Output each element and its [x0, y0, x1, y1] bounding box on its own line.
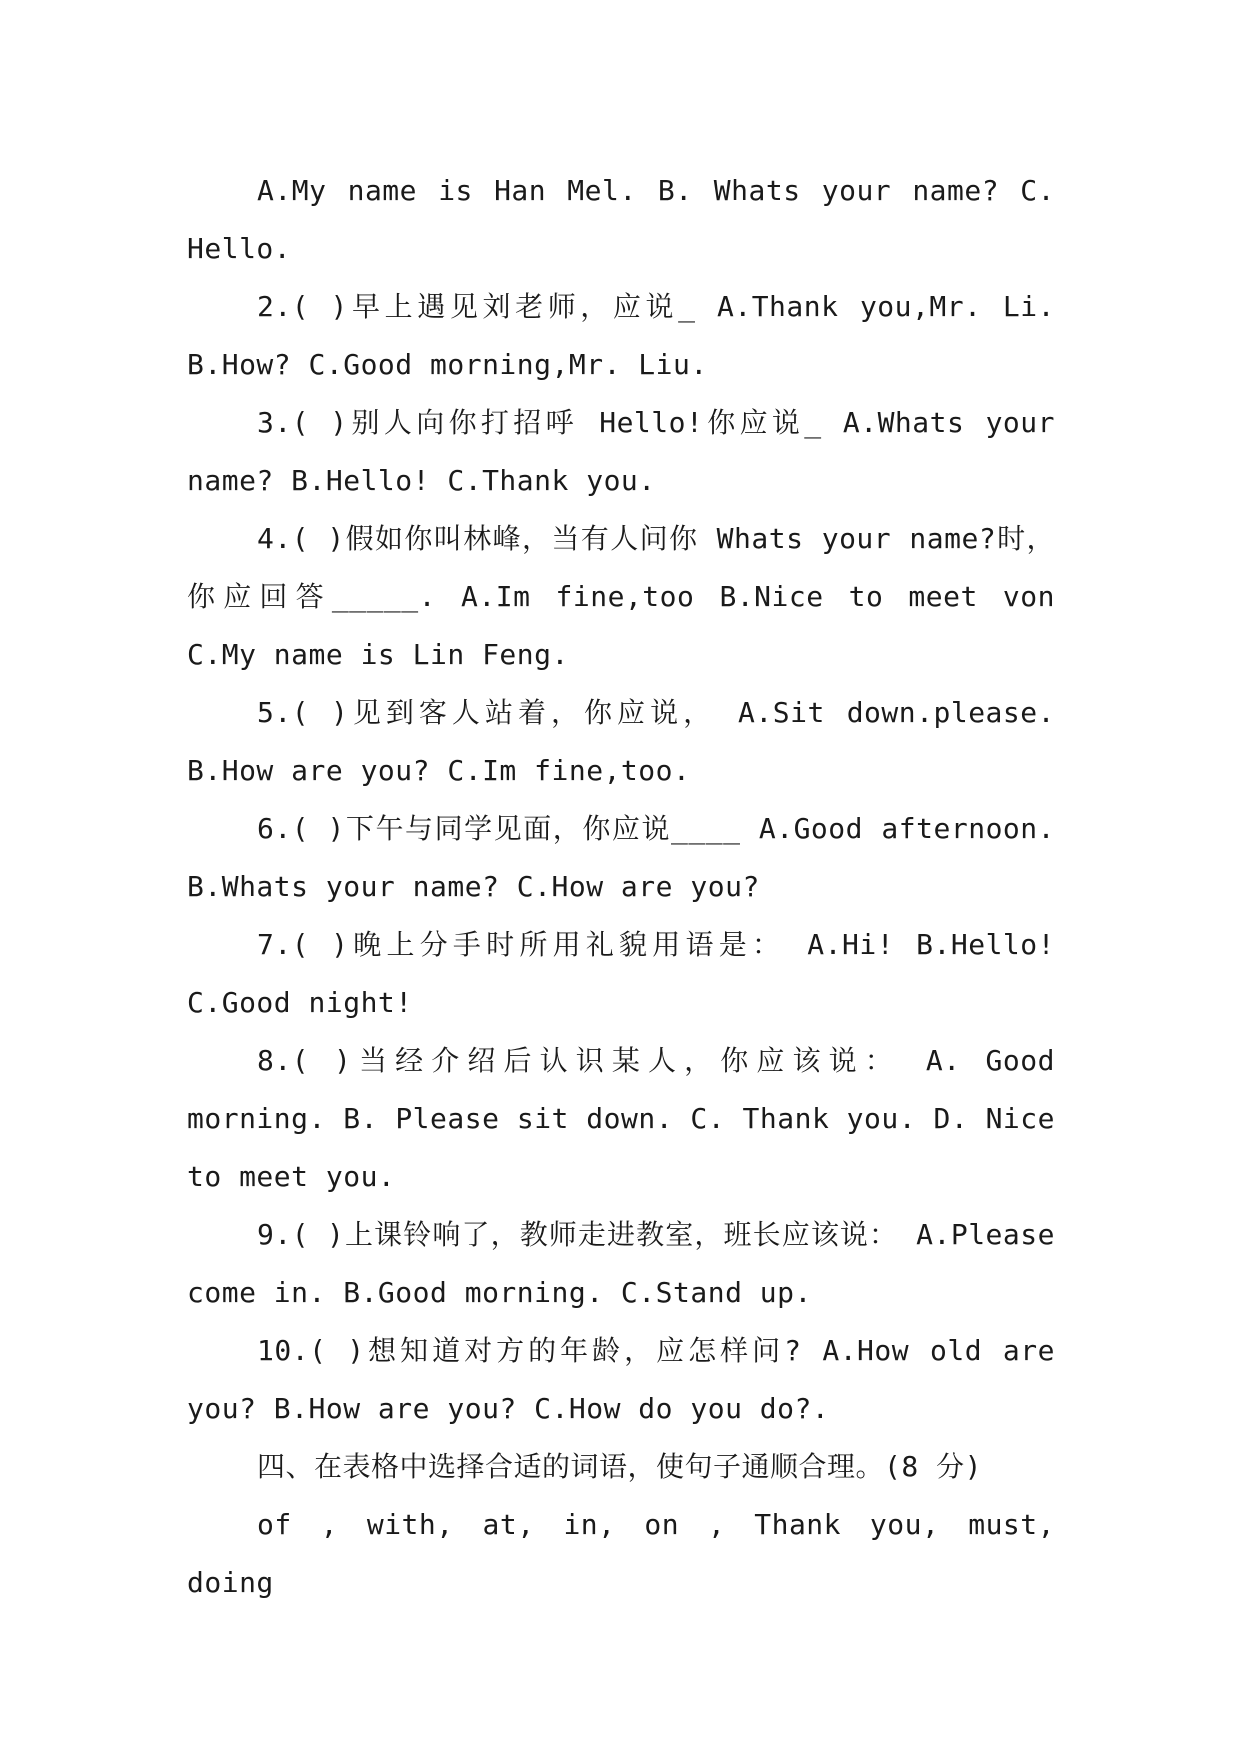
word-bank: of , with, at, in, on , Thank you, must, doing — [187, 1508, 1055, 1599]
document-body — [187, 162, 1055, 1612]
paragraph-q3: 3.( )别人向你打招呼 Hello!你应说_ A.Whats your name? B.Hello! C.Thank you. — [187, 406, 1055, 497]
paragraph-q4: 4.( )假如你叫林峰，当有人问你 Whats your name?时，你应回答_____. A.Im fine,too B.Nice to meet von C.My name is Lin Feng. — [187, 522, 1055, 671]
paragraph-q6: 6.( )下午与同学见面，你应说____ A.Good afternoon. B.Whats your name? C.How are you? — [187, 812, 1055, 903]
section-heading-four: 四、在表格中选择合适的词语，使句子通顺合理。(8 分) — [257, 1450, 982, 1483]
paragraph-q10: 10.( )想知道对方的年龄，应怎样问? A.How old are you? B.How are you? C.How do you do?. — [187, 1334, 1055, 1425]
paragraph-q5: 5.( )见到客人站着，你应说， A.Sit down.please. B.How are you? C.Im fine,too. — [187, 696, 1055, 787]
paragraph-q2: 2.( )早上遇见刘老师，应说_ A.Thank you,Mr. Li. B.How? C.Good morning,Mr. Liu. — [187, 290, 1055, 381]
paragraph-q8: 8.( )当经介绍后认识某人，你应该说： A. Good morning. B. Please sit down. C. Thank you. D. Nice to meet you. — [187, 1044, 1055, 1193]
paragraph-q7: 7.( )晚上分手时所用礼貌用语是： A.Hi! B.Hello! C.Good night! — [187, 928, 1055, 1019]
paragraph-q1-options: A.My name is Han Mel. B. Whats your name? C. Hello. — [187, 174, 1055, 265]
paragraph-q9: 9.( )上课铃响了，教师走进教室，班长应该说： A.Please come in. B.Good morning. C.Stand up. — [187, 1218, 1055, 1309]
